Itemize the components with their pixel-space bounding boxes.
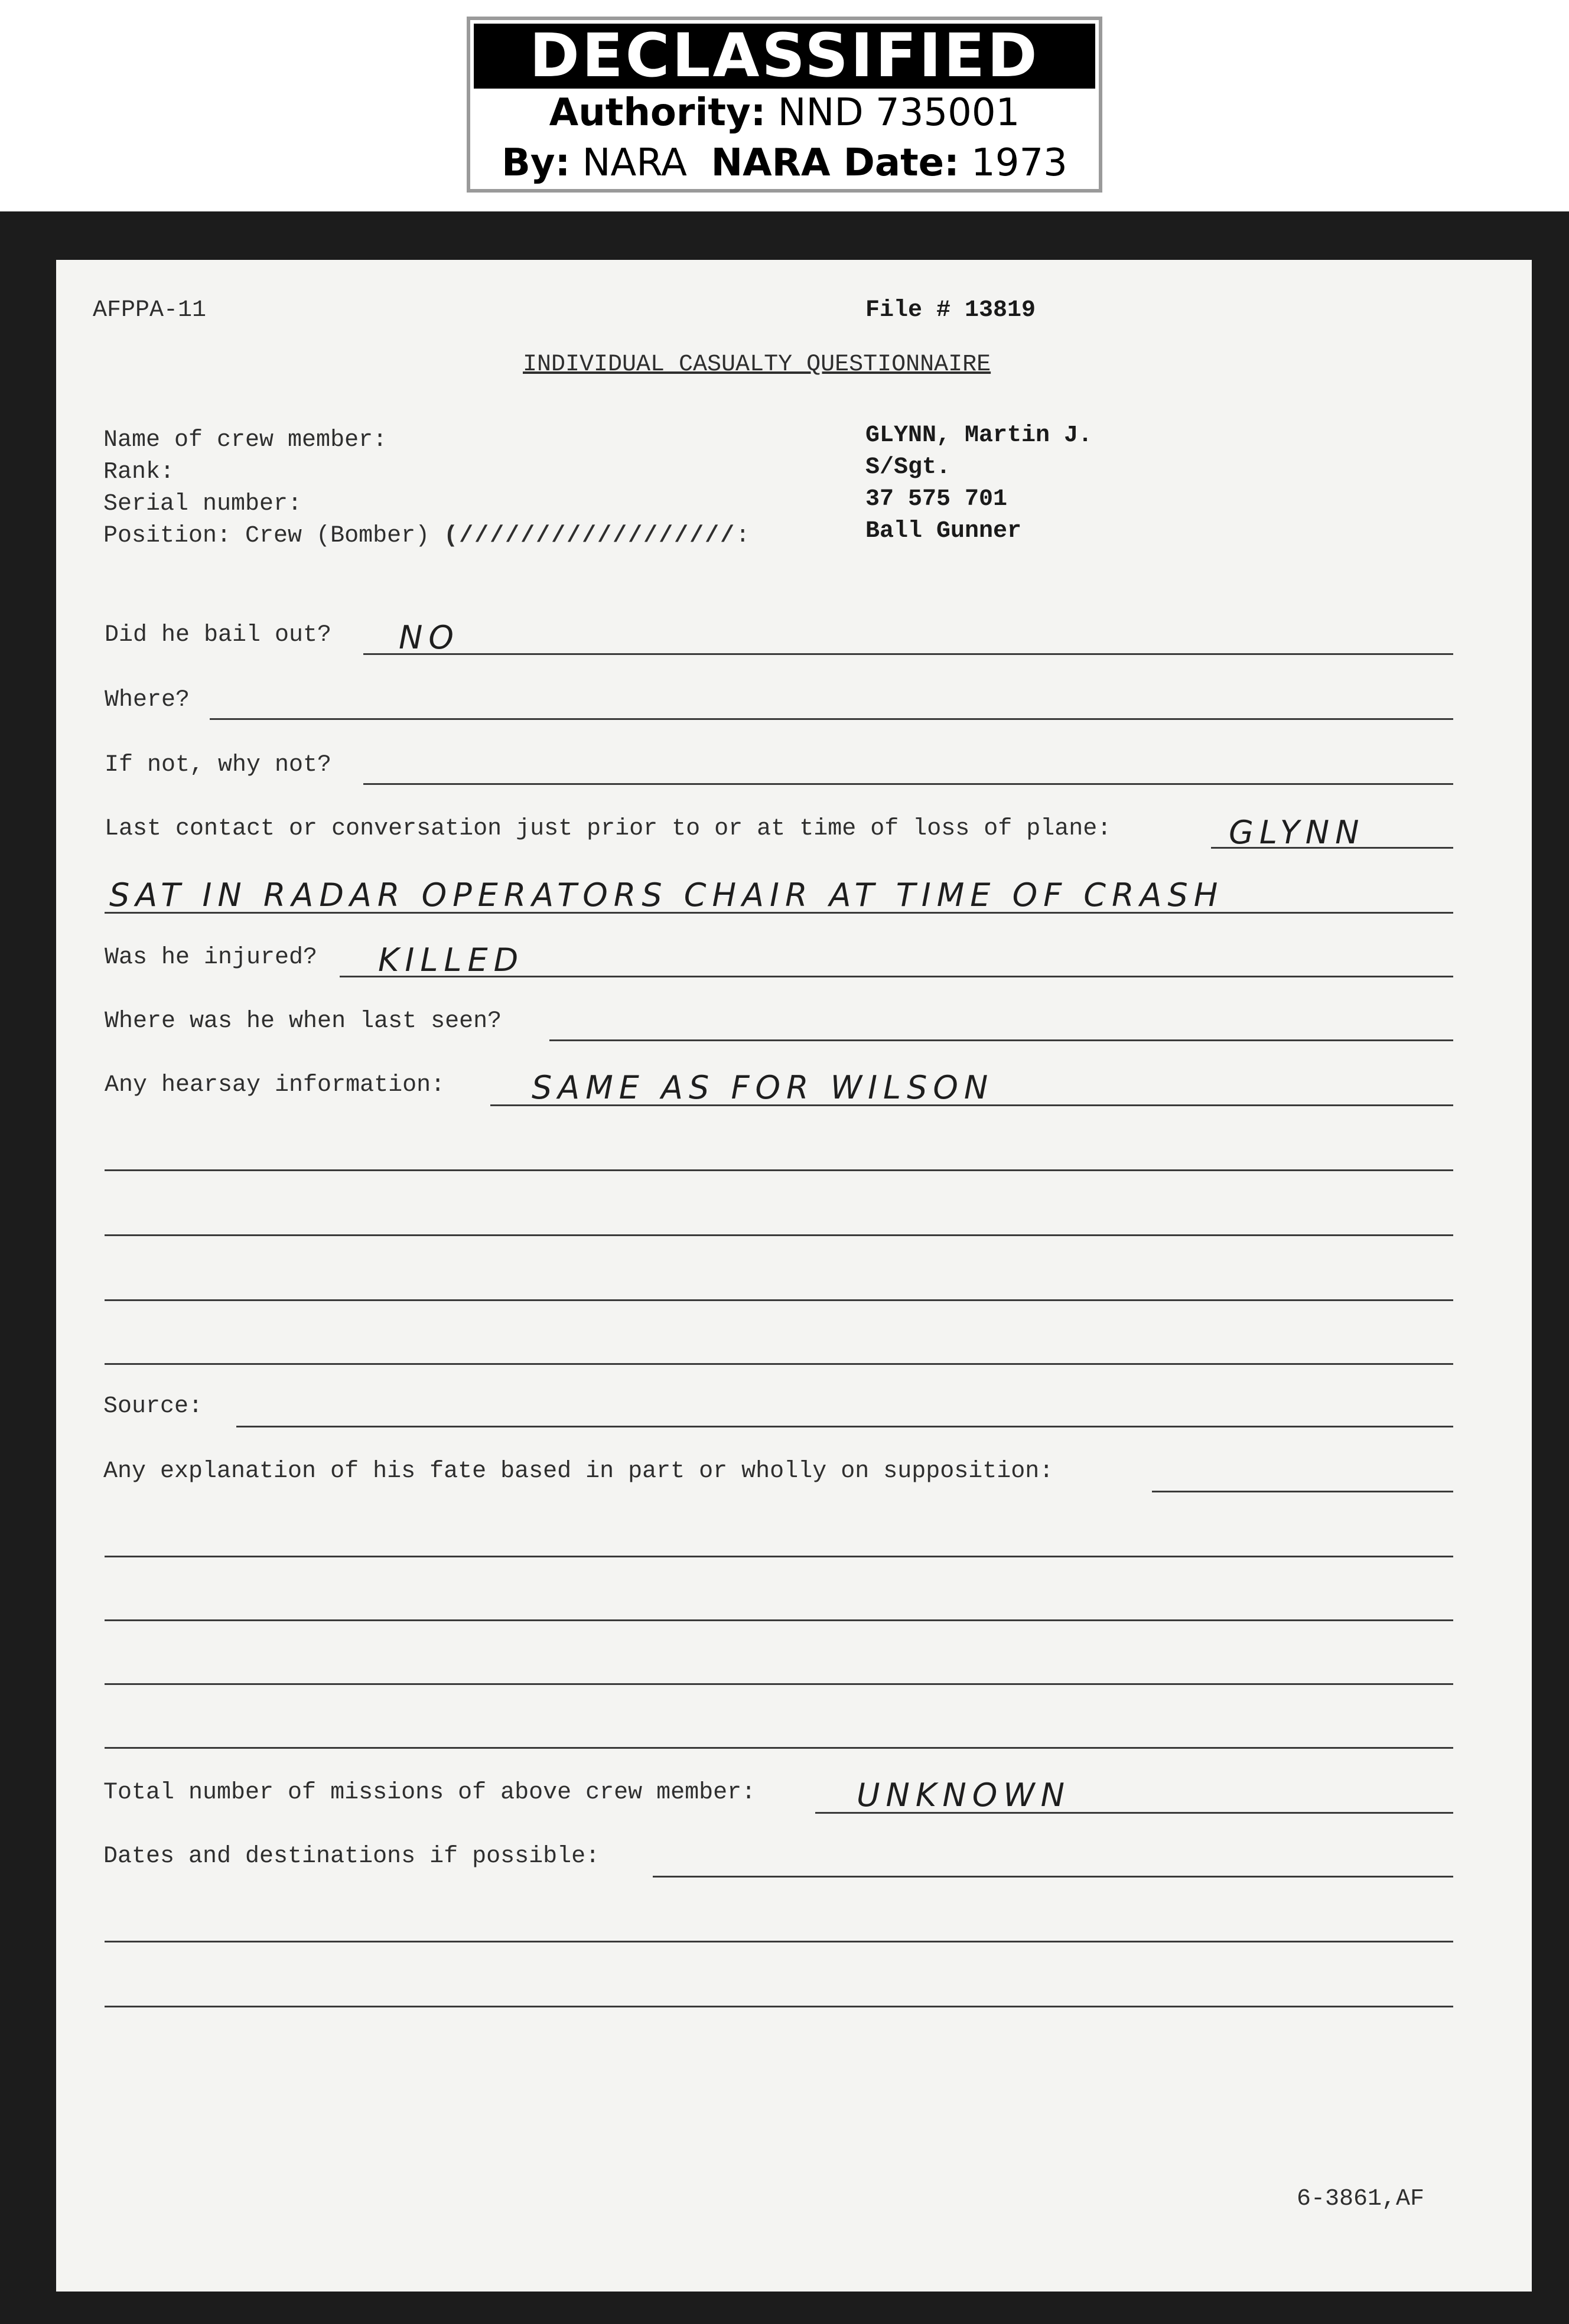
name-label: Name of crew member: <box>103 427 388 454</box>
source-label: Source: <box>103 1393 203 1420</box>
stamp-heading: DECLASSIFIED <box>474 24 1095 89</box>
hearsay-line-5 <box>105 1363 1453 1365</box>
file-number: File # 13819 <box>865 297 1036 324</box>
serial-value: 37 575 701 <box>865 486 1008 513</box>
hearsay-line-2 <box>105 1169 1453 1171</box>
form-title: INDIVIDUAL CASUALTY QUESTIONNAIRE <box>523 351 991 378</box>
dates-line-2 <box>105 1941 1453 1942</box>
where-label: Where? <box>105 687 190 713</box>
missions-answer: UNKNOWN <box>857 1777 1071 1814</box>
footer-form-code: 6-3861,AF <box>1297 2186 1425 2212</box>
injured-answer: KILLED <box>378 941 525 979</box>
why-not-line <box>363 783 1453 785</box>
explanation-line-5 <box>105 1747 1453 1749</box>
serial-label: Serial number: <box>103 491 302 517</box>
last-contact-label: Last contact or conversation just prior to or at time of loss of plane: <box>105 816 1112 842</box>
stamp-date-label: NARA Date: <box>711 141 959 185</box>
hearsay-line-3 <box>105 1234 1453 1236</box>
rank-value: S/Sgt. <box>865 454 951 481</box>
bail-out-label: Did he bail out? <box>105 622 332 648</box>
injured-label: Was he injured? <box>105 944 318 971</box>
rank-label: Rank: <box>103 459 175 485</box>
stamp-by-value: NARA <box>582 141 687 185</box>
declassified-stamp <box>467 17 1102 193</box>
bail-out-line <box>363 653 1453 655</box>
explanation-line-1 <box>1152 1491 1453 1492</box>
dates-line-1 <box>653 1876 1453 1878</box>
explanation-line-3 <box>105 1619 1453 1621</box>
last-contact-answer-2: SAT IN RADAR OPERATORS CHAIR AT TIME OF CRASH <box>109 876 1224 914</box>
hearsay-answer: SAME AS FOR WILSON <box>532 1069 994 1106</box>
position-label: Position: Crew (Bomber) <box>103 523 430 549</box>
dates-line-3 <box>105 2006 1453 2007</box>
position-row <box>103 522 750 550</box>
questionnaire-page <box>56 260 1532 2292</box>
explanation-line-2 <box>105 1556 1453 1557</box>
hearsay-line-4 <box>105 1299 1453 1301</box>
form-number: AFPPA-11 <box>93 297 207 324</box>
explanation-line-4 <box>105 1683 1453 1685</box>
position-colon: : <box>735 523 750 549</box>
where-line <box>210 718 1453 720</box>
bail-out-answer: NO <box>399 619 460 656</box>
position-value: Ball Gunner <box>865 518 1022 545</box>
stamp-authority-line <box>470 91 1099 135</box>
hearsay-label: Any hearsay information: <box>105 1072 445 1099</box>
source-line <box>236 1426 1453 1427</box>
last-seen-label: Where was he when last seen? <box>105 1008 502 1035</box>
position-struck-text: (////////////////// <box>444 523 736 549</box>
stamp-by-line <box>470 141 1099 185</box>
stamp-authority-value: NND 735001 <box>777 91 1020 135</box>
last-contact-answer-1: GLYNN <box>1229 814 1365 851</box>
name-value: GLYNN, Martin J. <box>865 422 1093 449</box>
last-seen-line <box>549 1039 1453 1041</box>
missions-label: Total number of missions of above crew member: <box>103 1779 756 1806</box>
stamp-by-label: By: <box>502 141 571 185</box>
stamp-date-value: 1973 <box>971 141 1067 185</box>
explanation-label: Any explanation of his fate based in part or wholly on supposition: <box>103 1458 1054 1485</box>
dates-label: Dates and destinations if possible: <box>103 1843 600 1870</box>
stamp-authority-label: Authority: <box>549 91 766 135</box>
why-not-label: If not, why not? <box>105 752 332 778</box>
